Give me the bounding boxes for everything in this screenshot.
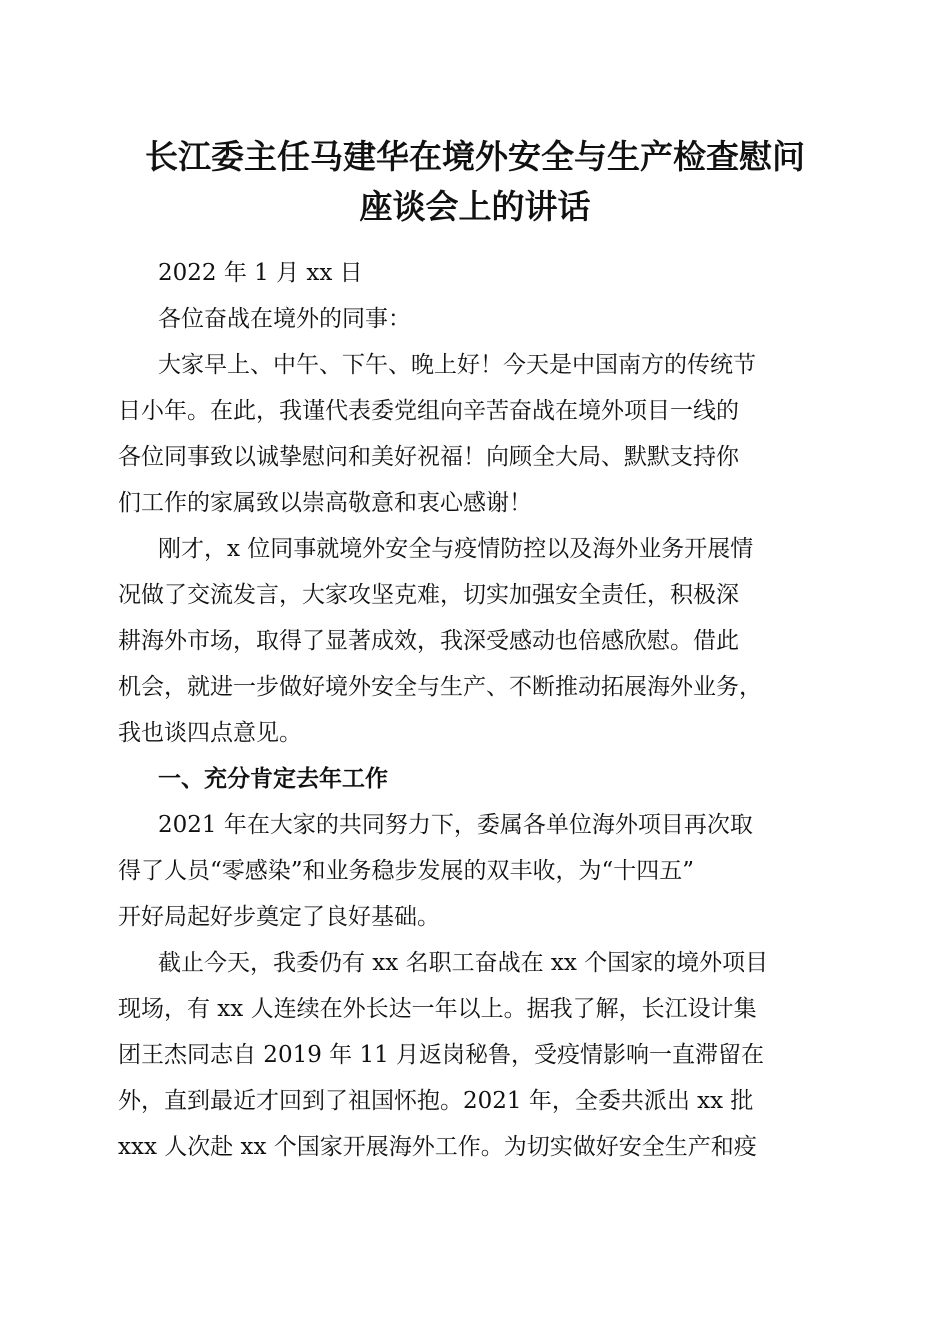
paragraph-line: 刚才，x 位同事就境外安全与疫情防控以及海外业务开展情 <box>158 536 754 562</box>
paragraph-exchange <box>118 526 830 756</box>
paragraph-line: 开好局起好步奠定了良好基础。 <box>118 904 440 930</box>
paragraph-line: 日小年。在此，我谨代表委党组向辛苦奋战在境外项目一线的 <box>118 398 739 424</box>
paragraph-line: 团王杰同志自 2019 年 11 月返岗秘鲁，受疫情影响一直滞留在 <box>118 1042 765 1068</box>
paragraph-line: 大家早上、中午、下午、晚上好！今天是中国南方的传统节 <box>158 352 756 378</box>
section-heading-1: 一、充分肯定去年工作 <box>158 766 388 792</box>
paragraph-line: 截止今天，我委仍有 xx 名职工奋战在 xx 个国家的境外项目 <box>158 950 769 976</box>
paragraph-line: 我也谈四点意见。 <box>118 720 302 746</box>
document-title <box>100 132 850 232</box>
paragraph-line: 况做了交流发言，大家攻坚克难，切实加强安全责任，积极深 <box>118 582 739 608</box>
salutation: 各位奋战在境外的同事： <box>158 306 411 332</box>
title-line-2: 座谈会上的讲话 <box>359 187 591 226</box>
paragraph-line: 机会，就进一步做好境外安全与生产、不断推动拓展海外业务， <box>118 674 762 700</box>
title-line-1: 长江委主任马建华在境外安全与生产检查慰问 <box>145 137 805 176</box>
paragraph-line: 耕海外市场，取得了显著成效，我深受感动也倍感欣慰。借此 <box>118 628 739 654</box>
paragraph-line: 们工作的家属致以崇高敬意和衷心感谢！ <box>118 490 532 516</box>
paragraph-line: 得了人员“零感染”和业务稳步发展的双丰收，为“十四五” <box>118 858 695 884</box>
paragraph-line: 各位同事致以诚挚慰问和美好祝福！向顾全大局、默默支持你 <box>118 444 739 470</box>
paragraph-greeting <box>118 342 830 526</box>
paragraph-line: 2021 年在大家的共同努力下，委属各单位海外项目再次取 <box>158 812 753 838</box>
paragraph-overseas-staff <box>118 940 830 1170</box>
paragraph-achievements <box>118 802 830 940</box>
paragraph-line: xxx 人次赴 xx 个国家开展海外工作。为切实做好安全生产和疫 <box>118 1134 757 1160</box>
paragraph-line: 外，直到最近才回到了祖国怀抱。2021 年，全委共派出 xx 批 <box>118 1088 754 1114</box>
date-line: 2022 年 1 月 xx 日 <box>158 260 363 286</box>
paragraph-line: 现场，有 xx 人连续在外长达一年以上。据我了解，长江设计集 <box>118 996 757 1022</box>
document-body <box>118 250 830 1170</box>
